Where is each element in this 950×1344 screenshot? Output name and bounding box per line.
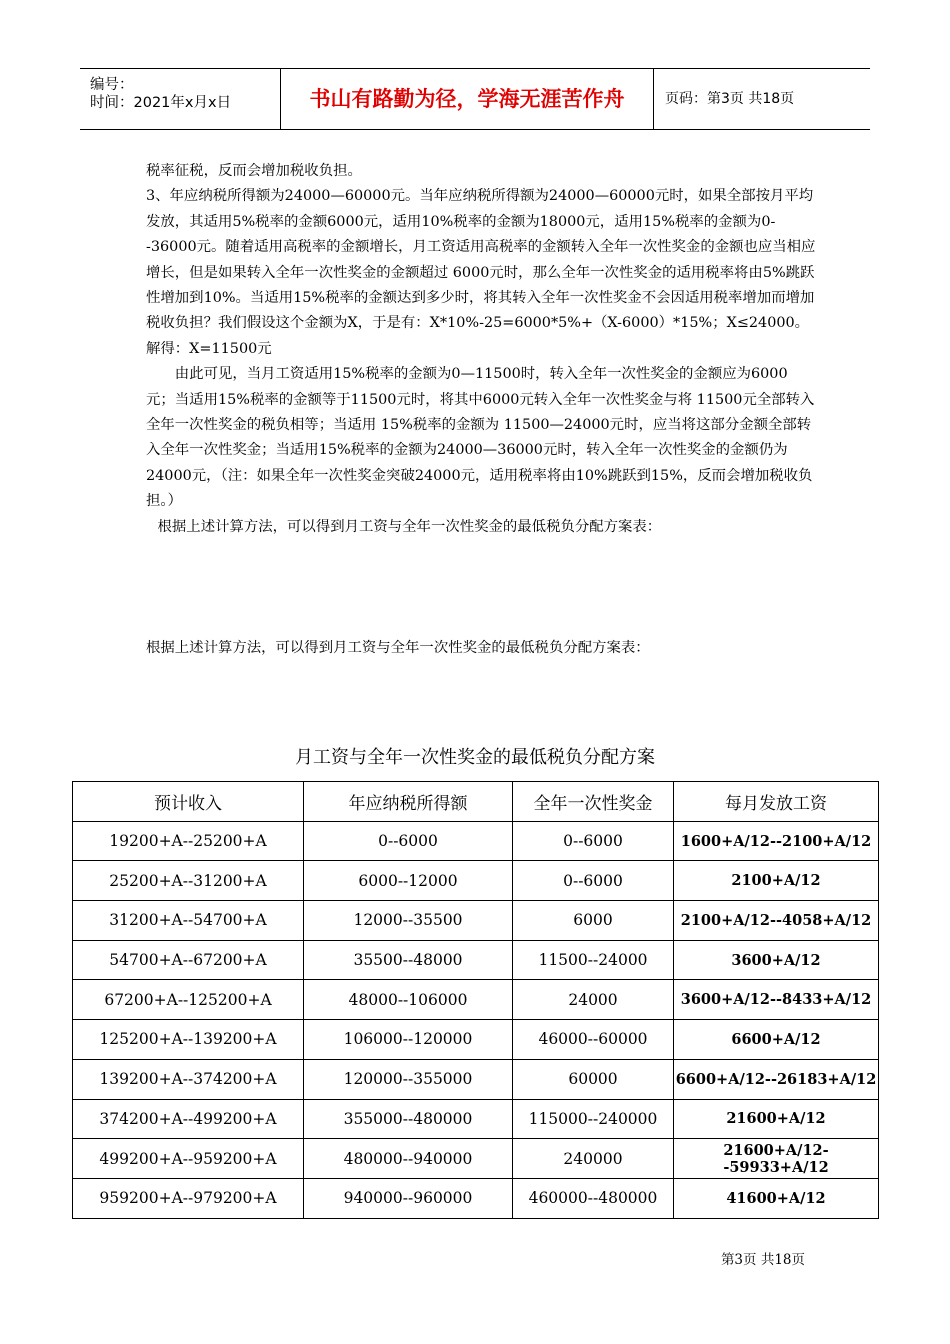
page-header [80, 68, 870, 130]
table-cell: 54700+A--67200+A [73, 940, 304, 980]
table-row [73, 1059, 879, 1099]
table-title: 月工资与全年一次性奖金的最低税负分配方案 [295, 747, 655, 768]
page-footer: 第3页 共18页 [720, 1252, 805, 1268]
paragraph: 3、年应纳税所得额为24000—60000元。当年应纳税所得额为24000—60000元时，如果全部按月平均发放，其适用5%税率的金额6000元，适用10%税率的金额为18000元，适用15%税率的金额为0--36000元。随着适用高税率的金额增长，月工资适用高税率的金额转入全年一次性奖金的金额也应当相应增长，但是如果转入全年一次性奖金的金额超过 6000元时，那么全年一次性奖金的适用税率将由5%跳跃性增加到10%。当适用15%税率的金额达到多少时，将其转入全年一次性奖金不会因适用税率增加而增加税收负担？我们假设这个金额为X，于是有：X*10%-25=6000*5%+（X-6000）*15%；X≤24000。 [146, 188, 816, 332]
table-cell: 959200+A--979200+A [73, 1178, 304, 1218]
table-cell: 35500--48000 [304, 940, 513, 980]
table-row [73, 1139, 879, 1179]
table-cell: 21600+A/12--59933+A/12 [674, 1139, 879, 1179]
column-header: 每月发放工资 [674, 782, 879, 822]
column-header: 年应纳税所得额 [304, 782, 513, 822]
table-cell: 3600+A/12--8433+A/12 [674, 980, 879, 1020]
table-cell: 355000--480000 [304, 1099, 513, 1139]
header-motto: 书山有路勤为径，学海无涯苦作舟 [281, 69, 654, 129]
table-cell: 0--6000 [304, 821, 513, 861]
table-row [73, 901, 879, 941]
table-row [73, 980, 879, 1020]
table-cell: 940000--960000 [304, 1178, 513, 1218]
table-row [73, 940, 879, 980]
table-cell: 60000 [513, 1059, 674, 1099]
table-row [73, 1099, 879, 1139]
table-cell: 240000 [513, 1139, 674, 1179]
body-text [146, 159, 816, 540]
table-cell: 6600+A/12--26183+A/12 [674, 1059, 879, 1099]
table-cell: 11500--24000 [513, 940, 674, 980]
table-cell: 1600+A/12--2100+A/12 [674, 821, 879, 861]
table-cell: 24000 [513, 980, 674, 1020]
table-cell: 21600+A/12 [674, 1099, 879, 1139]
table-cell: 6000 [513, 901, 674, 941]
table-cell: 41600+A/12 [674, 1178, 879, 1218]
paragraph: 解得：X=11500元 [146, 340, 272, 357]
time-label: 时间：2021年x月x日 [90, 95, 232, 111]
header-meta [80, 69, 281, 129]
table-cell: 499200+A--959200+A [73, 1139, 304, 1179]
paragraph: 根据上述计算方法，可以得到月工资与全年一次性奖金的最低税负分配方案表： [157, 518, 662, 535]
header-page-label: 页码：第3页 共18页 [665, 91, 795, 107]
table-cell: 6600+A/12 [674, 1020, 879, 1060]
table-cell: 67200+A--125200+A [73, 980, 304, 1020]
table-row [73, 821, 879, 861]
table-row [73, 861, 879, 901]
table-cell: 0--6000 [513, 821, 674, 861]
tax-plan-table [72, 781, 879, 1219]
table-cell: 46000--60000 [513, 1020, 674, 1060]
table-cell: 25200+A--31200+A [73, 861, 304, 901]
column-header: 全年一次性奖金 [513, 782, 674, 822]
table-cell: 106000--120000 [304, 1020, 513, 1060]
table-row [73, 1020, 879, 1060]
table-cell: 6000--12000 [304, 861, 513, 901]
table-cell: 115000--240000 [513, 1099, 674, 1139]
table-cell: 12000--35500 [304, 901, 513, 941]
paragraph: 由此可见，当月工资适用15%税率的金额为0—11500时，转入全年一次性奖金的金额应为6000元；当适用15%税率的金额等于11500元时，将其中6000元转入全年一次性奖金与将 11500元全部转入全年一次性奖金的税负相等；当适用 15%税率的金额为 11500—24000元时，应当将这部分金额全部转入全年一次性奖金；当适用15%税率的金额为24000—36000元时，转入全年一次性奖金的金额仍为24000元，（注：如果全年一次性奖金突破24000元，适用税率将由10%跳跃到15%，反而会增加税收负担。） [146, 366, 815, 510]
table-cell: 460000--480000 [513, 1178, 674, 1218]
table-cell: 19200+A--25200+A [73, 821, 304, 861]
table-header-row [73, 782, 879, 822]
table-cell: 120000--355000 [304, 1059, 513, 1099]
paragraph: 税率征税，反而会增加税收负担。 [146, 163, 362, 179]
table-cell: 480000--940000 [304, 1139, 513, 1179]
paragraph: 根据上述计算方法，可以得到月工资与全年一次性奖金的最低税负分配方案表： [146, 640, 650, 656]
column-header: 预计收入 [73, 782, 304, 822]
table-cell: 2100+A/12 [674, 861, 879, 901]
table-row [73, 1178, 879, 1218]
table-cell: 125200+A--139200+A [73, 1020, 304, 1060]
table-cell: 2100+A/12--4058+A/12 [674, 901, 879, 941]
table-cell: 48000--106000 [304, 980, 513, 1020]
table-cell: 0--6000 [513, 861, 674, 901]
table-cell: 374200+A--499200+A [73, 1099, 304, 1139]
code-label: 编号： [90, 77, 134, 93]
table-cell: 3600+A/12 [674, 940, 879, 980]
table-cell: 139200+A--374200+A [73, 1059, 304, 1099]
table-cell: 31200+A--54700+A [73, 901, 304, 941]
